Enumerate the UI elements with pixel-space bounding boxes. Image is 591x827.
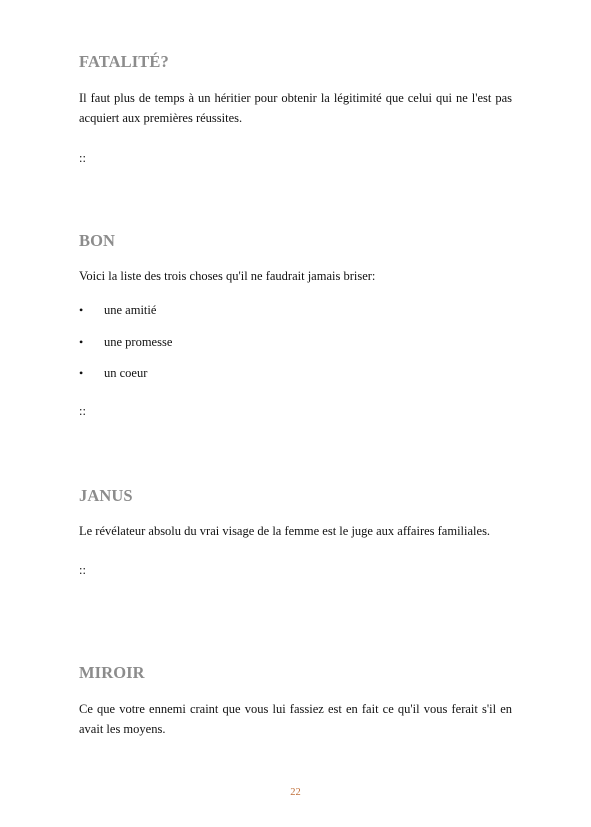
list-item: [79, 333, 512, 365]
section-paragraph: Il faut plus de temps à un héritier pour obtenir la légitimité que celui qui ne l'est pas acquiert aux premières réussites.: [79, 91, 512, 125]
list-item: [79, 364, 512, 396]
page-number: 22: [290, 787, 301, 798]
section-heading: MIROIR: [79, 663, 145, 682]
section-janus: [79, 486, 512, 577]
section-paragraph: Ce que votre ennemi craint que vous lui fassiez est en fait ce qu'il vous ferait s'il en avait les moyens.: [79, 702, 512, 736]
list-item-text: une amitié: [104, 303, 157, 317]
section-separator: ::: [79, 563, 86, 577]
section-paragraph: Voici la liste des trois choses qu'il ne faudrait jamais briser:: [79, 269, 376, 283]
section-separator: ::: [79, 151, 86, 165]
section-heading: BON: [79, 231, 116, 250]
bullet-icon: •: [79, 366, 84, 380]
section-separator: ::: [79, 403, 86, 418]
section-heading: FATALITÉ?: [79, 52, 169, 71]
section-bon: [79, 231, 512, 418]
section-miroir: [79, 663, 512, 739]
list-item: [79, 301, 512, 333]
bullet-icon: •: [79, 303, 84, 317]
section-heading: JANUS: [79, 486, 133, 505]
bullet-icon: •: [79, 334, 84, 349]
list-item-text: une promesse: [104, 334, 173, 349]
section-paragraph: Le révélateur absolu du vrai visage de la femme est le juge aux affaires familiales.: [79, 524, 491, 538]
bullet-list: [79, 301, 512, 396]
section-fatalite: [79, 52, 512, 165]
list-item-text: un coeur: [104, 366, 148, 380]
